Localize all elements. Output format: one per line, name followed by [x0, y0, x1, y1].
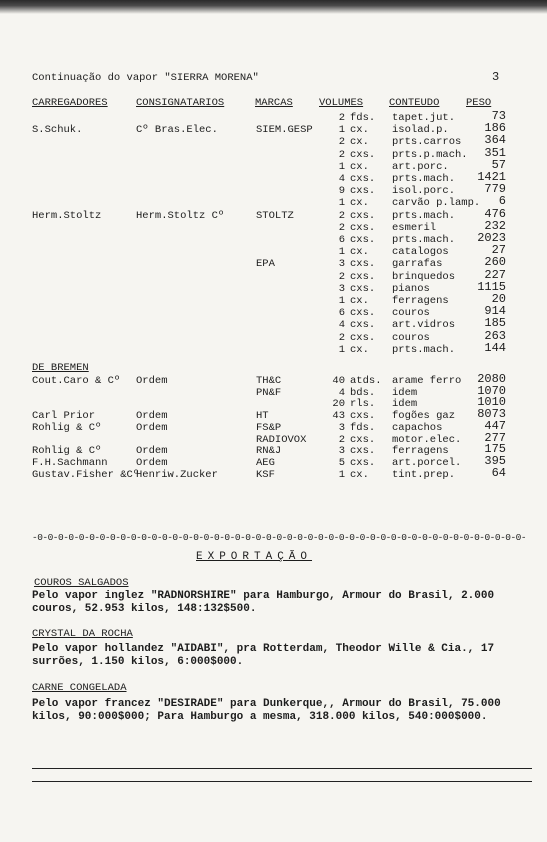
cell-content: prts.mach.	[392, 343, 456, 356]
cell-weight: 260	[484, 255, 506, 270]
cell-quantity: 2	[338, 112, 345, 124]
cell-weight: 277	[484, 430, 506, 445]
export-heading-2: CRYSTAL DA ROCHA	[32, 628, 133, 640]
cell-content: idem	[392, 386, 418, 399]
cell-unit: cxs.	[350, 173, 376, 185]
cell-unit: cxs.	[350, 258, 376, 271]
cell-weight: 6	[498, 194, 506, 209]
col-volumes: VOLUMES	[319, 97, 364, 109]
cell-content: esmeril	[392, 221, 437, 234]
cell-quantity: 1	[338, 124, 345, 137]
cell-consignee: Henriw.Zucker	[136, 468, 218, 481]
cell-content: arame ferro	[392, 375, 462, 387]
cell-quantity: 9	[338, 185, 345, 198]
cell-quantity: 1	[338, 343, 345, 356]
cell-unit: rls.	[350, 398, 376, 411]
cell-unit: cxs.	[350, 148, 376, 161]
cell-consignee: Ordem	[136, 445, 168, 458]
cell-unit: cx.	[350, 343, 369, 356]
col-marks: MARCAS	[255, 97, 293, 109]
export-text-1: Pelo vapor inglez "RADNORSHIRE" para Hamburgo, Armour do Brasil, 2.000 couros, 52.953 kilos, 148:132$500.	[32, 590, 495, 615]
cell-quantity: 4	[338, 319, 345, 332]
cell-unit: atds.	[350, 375, 382, 387]
cell-weight: 395	[484, 453, 506, 468]
cell-mark: RADIOVOX	[256, 433, 307, 446]
cell-shipper: Herm.Stoltz	[32, 209, 102, 222]
cell-content: isolad.p.	[392, 124, 449, 137]
cell-unit: cx.	[350, 246, 369, 259]
cell-content: prts.p.mach.	[392, 148, 468, 161]
cell-content: brinquedos	[392, 270, 456, 283]
bottom-rule-1	[32, 768, 532, 769]
cell-unit: cx.	[350, 468, 369, 481]
cell-quantity: 1	[338, 295, 345, 307]
cell-unit: fds.	[350, 112, 376, 124]
cell-unit: cxs.	[350, 445, 376, 458]
cell-weight: 185	[484, 316, 506, 331]
cell-consignee: Ordem	[136, 375, 168, 387]
cell-unit: cx.	[350, 136, 369, 149]
cell-weight: 27	[491, 243, 506, 258]
cell-weight: 263	[484, 328, 506, 343]
cell-unit: cxs.	[350, 410, 376, 423]
cell-quantity: 2	[338, 331, 345, 344]
cell-content: capachos	[392, 421, 443, 434]
cell-consignee: Herm.Stoltz Cº	[136, 209, 225, 222]
cell-weight: 351	[484, 145, 506, 160]
cell-content: prts.mach.	[392, 173, 456, 185]
cell-quantity: 6	[338, 234, 345, 246]
cell-weight: 1115	[477, 279, 506, 294]
cell-quantity: 3	[338, 421, 345, 434]
cell-unit: cxs.	[350, 433, 376, 446]
cell-weight: 1070	[477, 383, 506, 398]
cell-content: ferragens	[392, 445, 449, 458]
cell-mark: AEG	[256, 456, 275, 469]
cell-content: catalogos	[392, 246, 449, 259]
cell-content: tapet.jut.	[392, 112, 456, 124]
cell-quantity: 4	[338, 386, 345, 399]
cell-quantity: 3	[338, 445, 345, 458]
cell-mark: KSF	[256, 468, 275, 481]
cell-weight: 2023	[477, 231, 506, 245]
col-shippers: CARREGADORES	[32, 97, 108, 109]
cell-content: art.porcel.	[392, 456, 462, 469]
cell-unit: cx.	[350, 197, 369, 210]
cell-shipper: F.H.Sachmann	[32, 456, 108, 469]
cell-weight: 476	[484, 206, 506, 221]
section-bremen-heading: DE BREMEN	[32, 362, 89, 374]
cell-weight: 8073	[477, 407, 506, 422]
cell-content: isol.porc.	[392, 185, 456, 198]
cell-unit: bds.	[350, 386, 376, 399]
cell-mark: FS&P	[256, 421, 282, 434]
cell-shipper: Rohlig & Cº	[32, 421, 102, 434]
cell-weight: 186	[484, 121, 506, 136]
cell-consignee: Ordem	[136, 421, 168, 434]
cell-quantity: 1	[338, 197, 345, 210]
bottom-rule-2	[32, 781, 532, 782]
cell-quantity: 1	[338, 246, 345, 259]
cell-weight: 1010	[477, 395, 506, 410]
cell-quantity: 2	[338, 270, 345, 283]
cell-quantity: 2	[338, 136, 345, 149]
cell-content: carvão p.lamp.	[392, 197, 481, 210]
cell-content: prts.mach.	[392, 234, 456, 246]
cell-mark: TH&C	[256, 375, 282, 387]
cell-content: garrafas	[392, 258, 443, 271]
cell-content: pianos	[392, 282, 430, 295]
cell-mark: SIEM.GESP	[256, 124, 313, 137]
col-weight: PESO	[466, 97, 492, 109]
cell-quantity: 1	[338, 160, 345, 173]
cell-weight: 227	[484, 267, 506, 282]
cell-weight: 364	[484, 133, 506, 148]
export-heading-3: CARNE CONGELADA	[32, 682, 127, 694]
cell-weight: 914	[484, 304, 506, 319]
cell-content: motor.elec.	[392, 433, 462, 446]
cell-unit: cx.	[350, 124, 369, 137]
cell-weight: 20	[491, 292, 506, 306]
page-number: 3	[492, 70, 500, 84]
cell-mark: RN&J	[256, 445, 282, 458]
cell-quantity: 4	[338, 173, 345, 185]
cell-quantity: 40	[332, 375, 345, 387]
cell-quantity: 20	[332, 398, 345, 411]
cell-content: fogões gaz	[392, 410, 456, 423]
cell-unit: cx.	[350, 295, 369, 307]
col-consignees: CONSIGNATARIOS	[136, 97, 225, 109]
cell-shipper: Gustav.Fisher &Cº	[32, 468, 140, 481]
col-contents: CONTEUDO	[389, 97, 440, 109]
cell-quantity: 5	[338, 456, 345, 469]
cell-unit: cxs.	[350, 270, 376, 283]
dotted-divider: -0-0-0-0-0-0-0-0-0-0-0-0-0-0-0-0-0-0-0-0-0-0-0-0-0-0-0-0-0-0-0-0-0-0-0-0-0-0-0-0-0-0-0-0-0-0-0-	[32, 532, 527, 543]
cell-weight: 144	[484, 340, 506, 355]
cell-unit: cxs.	[350, 221, 376, 234]
cell-weight: 1421	[477, 170, 506, 184]
cell-unit: cxs.	[350, 185, 376, 198]
cell-quantity: 6	[338, 307, 345, 320]
cell-content: art.porc.	[392, 160, 449, 173]
cell-unit: fds.	[350, 421, 376, 434]
cell-content: idem	[392, 398, 418, 411]
cell-quantity: 2	[338, 221, 345, 234]
cell-mark: EPA	[256, 258, 275, 271]
cell-mark: HT	[256, 410, 269, 423]
cell-mark: STOLTZ	[256, 209, 294, 222]
cell-shipper: Cout.Caro & Cº	[32, 375, 121, 387]
cell-quantity: 3	[338, 282, 345, 295]
cell-weight: 64	[491, 465, 506, 480]
cell-quantity: 43	[332, 410, 345, 423]
cell-unit: cxs.	[350, 307, 376, 320]
cell-consignee: Ordem	[136, 410, 168, 423]
cell-content: tint.prep.	[392, 468, 456, 481]
cell-weight: 2080	[477, 372, 506, 386]
cell-mark: PN&F	[256, 386, 282, 399]
export-text-2: Pelo vapor hollandez "AIDABI", pra Rotterdam, Theodor Wille & Cia., 17 surrões, 1.150 kilos, 6:000$000.	[32, 643, 495, 668]
cell-weight: 779	[484, 182, 506, 197]
cell-consignee: Ordem	[136, 456, 168, 469]
cell-shipper: Carl Prior	[32, 410, 96, 423]
cell-content: prts.mach.	[392, 209, 456, 222]
cell-weight: 57	[491, 157, 506, 172]
cell-shipper: Rohlig & Cº	[32, 445, 102, 458]
cell-consignee: Cº Bras.Elec.	[136, 124, 218, 137]
export-title: EXPORTAÇÃO	[196, 551, 313, 563]
cell-weight: 232	[484, 218, 506, 233]
cell-unit: cxs.	[350, 234, 376, 246]
cell-quantity: 2	[338, 433, 345, 446]
cell-unit: cxs.	[350, 456, 376, 469]
page-header-title: Continuação do vapor "SIERRA MORENA"	[32, 72, 259, 84]
cell-shipper: S.Schuk.	[32, 124, 83, 137]
cell-content: couros	[392, 307, 430, 320]
cell-quantity: 2	[338, 209, 345, 222]
cell-unit: cxs.	[350, 319, 376, 332]
cell-unit: cxs.	[350, 209, 376, 222]
cell-quantity: 3	[338, 258, 345, 271]
cell-unit: cxs.	[350, 282, 376, 295]
cell-quantity: 1	[338, 468, 345, 481]
cell-weight: 175	[484, 442, 506, 457]
cell-quantity: 2	[338, 148, 345, 161]
cell-unit: cxs.	[350, 331, 376, 344]
cell-weight: 447	[484, 418, 506, 433]
cell-unit: cx.	[350, 160, 369, 173]
cell-content: art.vidros	[392, 319, 456, 332]
cell-content: prts.carros	[392, 136, 462, 149]
cell-weight: 73	[491, 109, 506, 123]
cell-content: ferragens	[392, 295, 449, 307]
cell-content: couros	[392, 331, 430, 344]
export-heading-1: COUROS SALGADOS	[34, 577, 129, 589]
export-text-3: Pelo vapor francez "DESIRADE" para Dunkerque,, Armour do Brasil, 75.000 kilos, 90:000$000; Para Hamburgo a mesma, 318.000 kilos, 540:000$000.	[32, 698, 501, 723]
scan-top-shadow	[0, 0, 547, 14]
